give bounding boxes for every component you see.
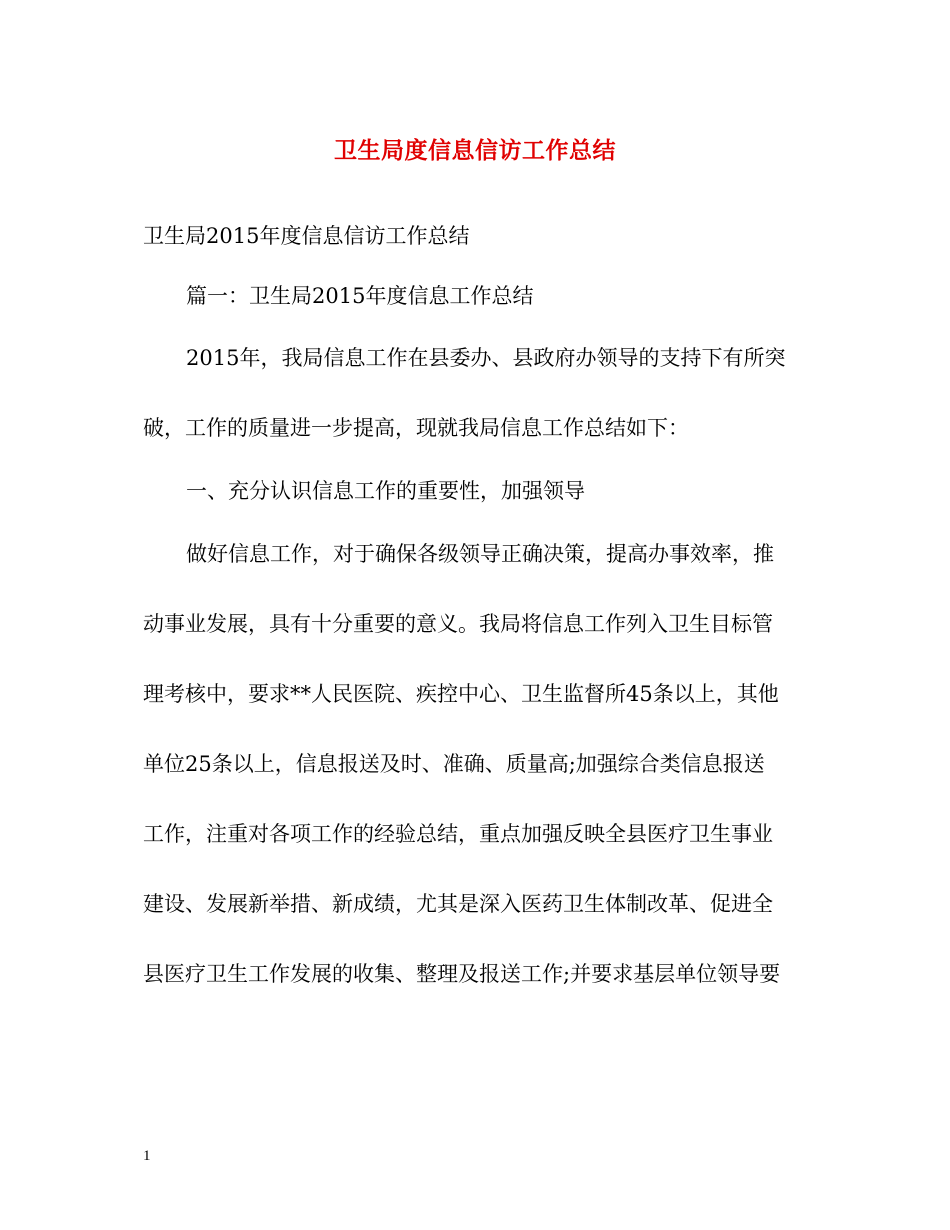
- paragraph-line: 建设、发展新举措、新成绩，尤其是深入医药卫生体制改革、促进全: [143, 892, 773, 916]
- paragraph-line: 做好信息工作，对于确保各级领导正确决策，提高办事效率，推: [186, 542, 774, 566]
- document-title: 卫生局度信息信访工作总结: [334, 137, 616, 164]
- section-heading: 篇一：卫生局2015年度信息工作总结: [186, 284, 534, 308]
- section-heading: 一、充分认识信息工作的重要性，加强领导: [186, 479, 585, 503]
- paragraph-line: 单位25条以上，信息报送及时、准确、质量高;加强综合类信息报送: [143, 752, 765, 776]
- paragraph-line: 动事业发展，具有十分重要的意义。我局将信息工作列入卫生目标管: [143, 612, 773, 636]
- paragraph-line: 破，工作的质量进一步提高，现就我局信息工作总结如下：: [143, 416, 689, 440]
- paragraph-line: 县医疗卫生工作发展的收集、整理及报送工作;并要求基层单位领导要: [143, 962, 781, 986]
- paragraph-line: 2015年，我局信息工作在县委办、县政府办领导的支持下有所突: [186, 346, 786, 370]
- subtitle-line: 卫生局2015年度信息信访工作总结: [143, 224, 470, 248]
- paragraph-line: 工作，注重对各项工作的经验总结，重点加强反映全县医疗卫生事业: [143, 822, 773, 846]
- page-number: 1: [143, 1148, 151, 1164]
- paragraph-line: 理考核中，要求**人民医院、疾控中心、卫生监督所45条以上，其他: [143, 682, 779, 706]
